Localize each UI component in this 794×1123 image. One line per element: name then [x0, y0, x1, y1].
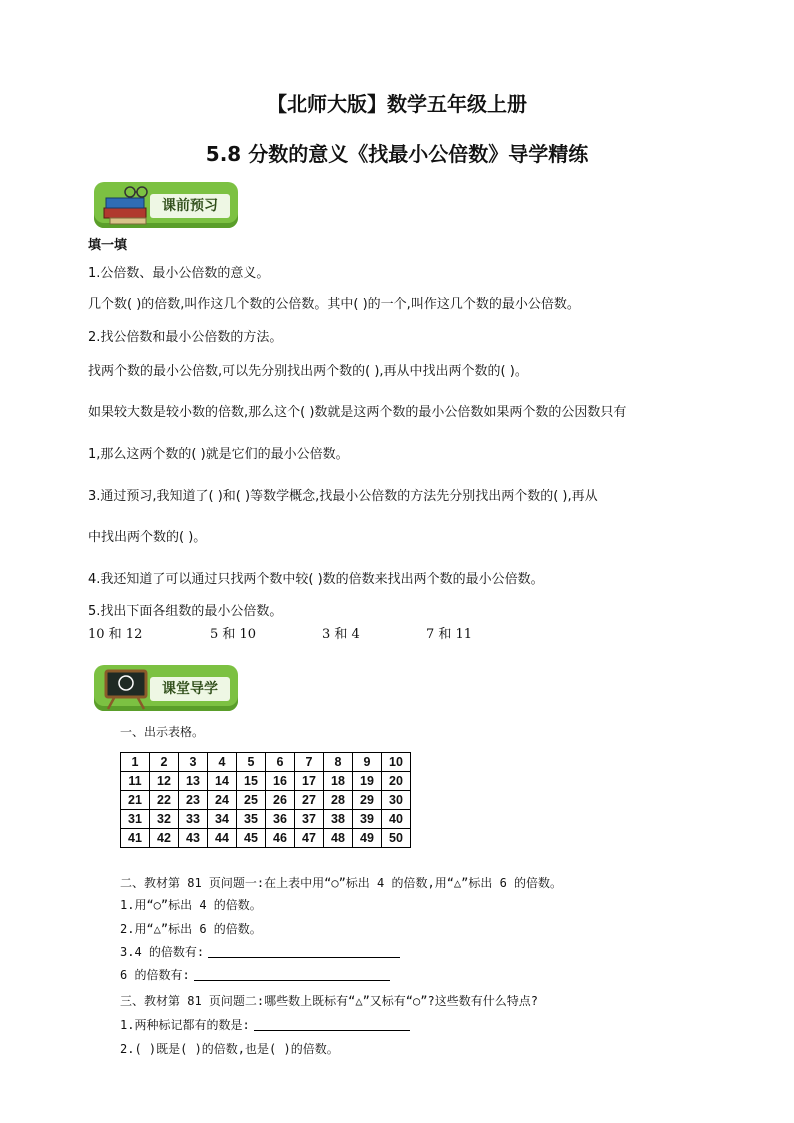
table-cell: 37	[295, 810, 324, 829]
table-cell: 33	[179, 810, 208, 829]
table-cell: 50	[382, 829, 411, 848]
common-multiples-blank[interactable]	[254, 1018, 410, 1031]
table-cell: 41	[121, 829, 150, 848]
table-cell: 12	[150, 772, 179, 791]
table-cell: 34	[208, 810, 237, 829]
number-table	[120, 752, 411, 848]
table-cell: 39	[353, 810, 382, 829]
table-cell: 26	[266, 791, 295, 810]
table-cell: 11	[121, 772, 150, 791]
question-three-step-2: 2.( )既是( )的倍数,也是( )的倍数。	[120, 1042, 339, 1056]
preview-line: 2.找公倍数和最小公倍数的方法。	[88, 330, 283, 345]
number-pair: 10 和 12	[88, 627, 143, 642]
preview-banner-label: 课前预习	[150, 194, 230, 218]
table-cell: 44	[208, 829, 237, 848]
table-cell: 18	[324, 772, 353, 791]
preview-line: 3.通过预习,我知道了( )和( )等数学概念,找最小公倍数的方法先分别找出两个数的( ),再从	[88, 489, 598, 504]
table-row	[121, 810, 411, 829]
table-cell: 9	[353, 753, 382, 772]
table-cell: 15	[237, 772, 266, 791]
guide-banner	[94, 665, 238, 711]
blackboard-icon	[100, 668, 152, 710]
preview-line: 1,那么这两个数的( )就是它们的最小公倍数。	[88, 447, 349, 462]
table-cell: 31	[121, 810, 150, 829]
preview-line: 4.我还知道了可以通过只找两个数中较( )数的倍数来找出两个数的最小公倍数。	[88, 572, 544, 587]
question-two: 二、教材第 81 页问题一:在上表中用“○”标出 4 的倍数,用“△”标出 6 的倍数。	[120, 876, 563, 890]
table-cell: 8	[324, 753, 353, 772]
question-three: 三、教材第 81 页问题二:哪些数上既标有“△”又标有“○”?这些数有什么特点?	[120, 994, 538, 1008]
table-cell: 49	[353, 829, 382, 848]
table-cell: 46	[266, 829, 295, 848]
table-cell: 3	[179, 753, 208, 772]
table-cell: 10	[382, 753, 411, 772]
table-cell: 7	[295, 753, 324, 772]
table-cell: 5	[237, 753, 266, 772]
table-cell: 48	[324, 829, 353, 848]
question-two-step-4	[120, 966, 390, 983]
table-cell: 25	[237, 791, 266, 810]
table-cell: 35	[237, 810, 266, 829]
guide-banner-label: 课堂导学	[150, 677, 230, 701]
table-cell: 42	[150, 829, 179, 848]
preview-line: 5.找出下面各组数的最小公倍数。	[88, 604, 283, 619]
table-cell: 27	[295, 791, 324, 810]
fill-in-heading: 填一填	[88, 238, 128, 253]
table-cell: 38	[324, 810, 353, 829]
table-cell: 30	[382, 791, 411, 810]
question-two-step-1: 1.用“○”标出 4 的倍数。	[120, 898, 262, 912]
preview-line: 找两个数的最小公倍数,可以先分别找出两个数的( ),再从中找出两个数的( )。	[88, 364, 528, 379]
table-cell: 24	[208, 791, 237, 810]
question-three-step-1	[120, 1016, 410, 1033]
number-pair: 3 和 4	[322, 627, 360, 642]
table-cell: 17	[295, 772, 324, 791]
books-icon	[100, 184, 152, 228]
document-title: 【北师大版】数学五年级上册	[267, 92, 527, 116]
multiples-of-6-blank[interactable]	[194, 968, 390, 981]
question-two-step-3	[120, 943, 400, 960]
table-cell: 22	[150, 791, 179, 810]
preview-line: 1.公倍数、最小公倍数的意义。	[88, 266, 270, 281]
table-cell: 2	[150, 753, 179, 772]
table-cell: 45	[237, 829, 266, 848]
question-two-step-2: 2.用“△”标出 6 的倍数。	[120, 922, 262, 936]
table-cell: 40	[382, 810, 411, 829]
document-subtitle: 5.8 分数的意义《找最小公倍数》导学精练	[205, 142, 589, 166]
table-cell: 4	[208, 753, 237, 772]
table-cell: 20	[382, 772, 411, 791]
table-row	[121, 829, 411, 848]
table-cell: 19	[353, 772, 382, 791]
number-pair: 7 和 11	[426, 627, 473, 642]
table-cell: 14	[208, 772, 237, 791]
table-cell: 28	[324, 791, 353, 810]
table-row	[121, 753, 411, 772]
table-cell: 21	[121, 791, 150, 810]
table-cell: 47	[295, 829, 324, 848]
table-cell: 32	[150, 810, 179, 829]
table-cell: 29	[353, 791, 382, 810]
table-row	[121, 772, 411, 791]
multiples-of-4-label: 3.4 的倍数有:	[120, 945, 205, 959]
table-cell: 1	[121, 753, 150, 772]
table-cell: 6	[266, 753, 295, 772]
table-cell: 16	[266, 772, 295, 791]
guide-intro: 一、出示表格。	[120, 725, 205, 739]
table-cell: 23	[179, 791, 208, 810]
number-pair: 5 和 10	[210, 627, 257, 642]
table-cell: 13	[179, 772, 208, 791]
preview-line: 几个数( )的倍数,叫作这几个数的公倍数。其中( )的一个,叫作这几个数的最小公倍数。	[88, 297, 580, 312]
multiples-of-6-label: 6 的倍数有:	[120, 968, 190, 982]
table-cell: 36	[266, 810, 295, 829]
preview-line: 如果较大数是较小数的倍数,那么这个( )数就是这两个数的最小公倍数如果两个数的公因数只有	[88, 405, 627, 420]
common-multiples-label: 1.两种标记都有的数是:	[120, 1018, 250, 1032]
preview-banner	[94, 182, 238, 228]
preview-line: 中找出两个数的( )。	[88, 530, 207, 545]
table-cell: 43	[179, 829, 208, 848]
table-row	[121, 791, 411, 810]
multiples-of-4-blank[interactable]	[208, 945, 400, 958]
